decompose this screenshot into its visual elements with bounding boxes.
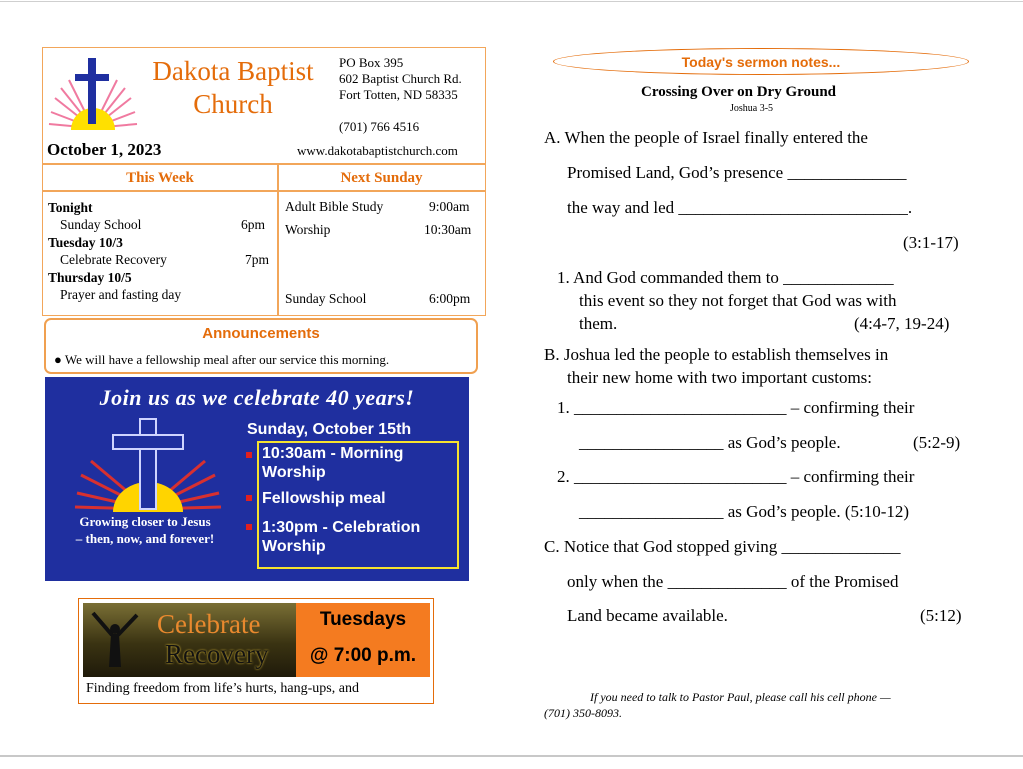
note-line: A. When the people of Israel finally entered the (544, 128, 868, 147)
this-week-row: Celebrate Recovery (60, 252, 167, 267)
note-line: 1. _________________________ – confirming their (557, 398, 915, 417)
pastor-contact-line2: (701) 350-8093. (544, 706, 622, 720)
schedule-table (42, 164, 486, 316)
note-line: 1. And God commanded them to _____________ (557, 268, 894, 287)
recovery-time-panel (296, 603, 430, 677)
sermon-reference: Joshua 3-5 (730, 103, 774, 114)
recovery-day: Tuesdays (319, 609, 407, 630)
cross-sunrise-logo (47, 54, 139, 134)
note-reference: (3:1-17) (903, 233, 959, 252)
recovery-image (83, 603, 297, 677)
recovery-time: @ 7:00 p.m. (309, 645, 417, 666)
announcement-item: ● We will have a fellowship meal after our service this morning. (54, 352, 390, 367)
this-week-row: Sunday School (60, 217, 142, 232)
note-line: C. Notice that God stopped giving ______________ (544, 537, 901, 556)
anniversary-date: Sunday, October 15th (247, 421, 412, 438)
next-sunday-time: 10:30am (424, 222, 472, 237)
sermon-notes-label: Today's sermon notes... (681, 54, 841, 70)
next-sunday-row: Worship (285, 222, 331, 237)
cross-sunrise-icon (73, 417, 223, 512)
event-item: Worship (262, 538, 326, 555)
next-sunday-row: Adult Bible Study (285, 199, 384, 214)
raised-arms-figure-icon (85, 607, 155, 677)
tagline-line1: Growing closer to Jesus (79, 514, 211, 529)
note-reference: (5:2-9) (913, 433, 961, 452)
note-line: only when the ______________ of the Promised (567, 572, 899, 591)
pastor-contact-line1: If you need to talk to Pastor Paul, please call his cell phone — (590, 690, 891, 704)
sermon-title: Crossing Over on Dry Ground (641, 84, 837, 100)
note-line: their new home with two important customs: (567, 368, 873, 387)
next-sunday-time: 6:00pm (429, 291, 471, 306)
bottom-divider (0, 755, 1023, 757)
recovery-caption: Finding freedom from life’s hurts, hang-ups, and (86, 681, 359, 696)
note-line: 2. _________________________ – confirming their (557, 467, 915, 486)
recovery-word2: Recovery (165, 639, 269, 669)
announcements-box (44, 318, 478, 374)
church-website[interactable]: www.dakotabaptistchurch.com (297, 143, 458, 158)
church-name-line2: Church (193, 89, 273, 119)
anniversary-headline: Join us as we celebrate 40 years! (99, 385, 415, 410)
this-week-row: Prayer and fasting day (60, 287, 182, 302)
event-item: Worship (262, 464, 326, 481)
event-item: 10:30am - Morning (262, 445, 404, 462)
this-week-row: Thursday 10/5 (48, 270, 132, 285)
recovery-word1: Celebrate (157, 609, 261, 639)
next-sunday-header: Next Sunday (340, 170, 423, 186)
this-week-time: 7pm (245, 252, 270, 267)
address-line2: 602 Baptist Church Rd. (339, 71, 462, 86)
next-sunday-row: Sunday School (285, 291, 367, 306)
bulletin-date: October 1, 2023 (47, 140, 162, 159)
this-week-time: 6pm (241, 217, 266, 232)
note-line: Promised Land, God’s presence ______________ (567, 163, 907, 182)
church-phone: (701) 766 4516 (339, 119, 420, 134)
note-line: this event so they not forget that God was with (579, 291, 897, 310)
note-line: Land became available. (567, 606, 728, 625)
tagline-line2: – then, now, and forever! (75, 531, 215, 546)
announcements-title: Announcements (202, 325, 320, 342)
this-week-header: This Week (126, 170, 194, 186)
this-week-row: Tonight (48, 200, 93, 215)
sermon-notes-banner (553, 48, 969, 75)
this-week-row: Tuesday 10/3 (48, 235, 123, 250)
next-sunday-time: 9:00am (429, 199, 470, 214)
note-line: _________________ as God’s people. (5:10-12) (579, 502, 910, 521)
event-item: Fellowship meal (262, 490, 386, 507)
note-reference: (4:4-7, 19-24) (854, 314, 950, 333)
address-line1: PO Box 395 (339, 55, 404, 70)
top-divider (0, 1, 1023, 2)
event-item: 1:30pm - Celebration (262, 519, 421, 536)
note-line: them. (579, 314, 618, 333)
note-reference: (5:12) (920, 606, 962, 625)
church-name-line1: Dakota Baptist (152, 56, 314, 86)
anniversary-banner (45, 377, 469, 581)
note-line: B. Joshua led the people to establish themselves in (544, 345, 889, 364)
note-line: _________________ as God’s people. (579, 433, 841, 452)
address-line3: Fort Totten, ND 58335 (339, 87, 458, 102)
church-header (42, 47, 486, 164)
note-line: the way and led ___________________________. (567, 198, 913, 217)
